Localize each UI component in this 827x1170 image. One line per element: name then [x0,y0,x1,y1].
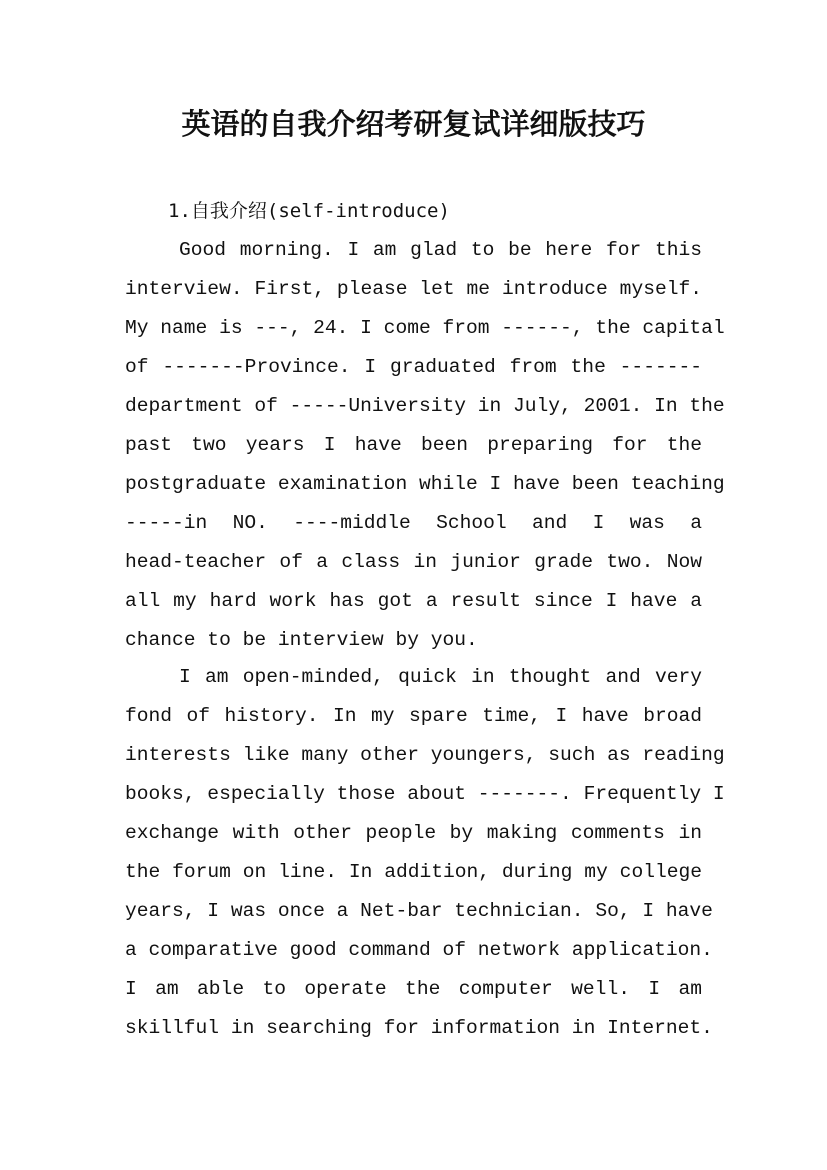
paragraph-line: a comparative good command of network application. [125,939,713,961]
paragraph-line: postgraduate examination while I have been teaching [125,473,725,495]
paragraph-line: past two years I have been preparing for the [125,434,702,456]
paragraph-line: the forum on line. In addition, during my college [125,861,702,883]
section-heading: 1.自我介绍(self-introduce) [168,200,450,222]
document-title: 英语的自我介绍考研复试详细版技巧 [181,107,646,141]
paragraph-line: skillful in searching for information in Internet. [125,1017,713,1039]
paragraph-line: all my hard work has got a result since I have a [125,590,702,612]
paragraph-line: of -------Province. I graduated from the ------- [125,356,702,378]
paragraph-line: I am able to operate the computer well. I am [125,978,702,1000]
paragraph-line: exchange with other people by making comments in [125,822,702,844]
paragraph-line: Good morning. I am glad to be here for this [179,239,702,261]
paragraph-line: interview. First, please let me introduce myself. [125,278,702,300]
paragraph-line: years, I was once a Net-bar technician. So, I have [125,900,713,922]
paragraph-self-introduction [125,231,725,660]
paragraph-personality [125,658,725,1048]
paragraph-line: I am open-minded, quick in thought and very [179,666,702,688]
paragraph-line: interests like many other youngers, such as reading [125,744,725,766]
paragraph-line: books, especially those about -------. Frequently I [125,783,725,805]
paragraph-line: -----in NO. ----middle School and I was a [125,512,702,534]
paragraph-line: head-teacher of a class in junior grade two. Now [125,551,702,573]
paragraph-line: department of -----University in July, 2001. In the [125,395,725,417]
paragraph-line: My name is ---, 24. I come from ------, the capital [125,317,725,339]
paragraph-line: chance to be interview by you. [125,629,478,651]
paragraph-line: fond of history. In my spare time, I have broad [125,705,702,727]
